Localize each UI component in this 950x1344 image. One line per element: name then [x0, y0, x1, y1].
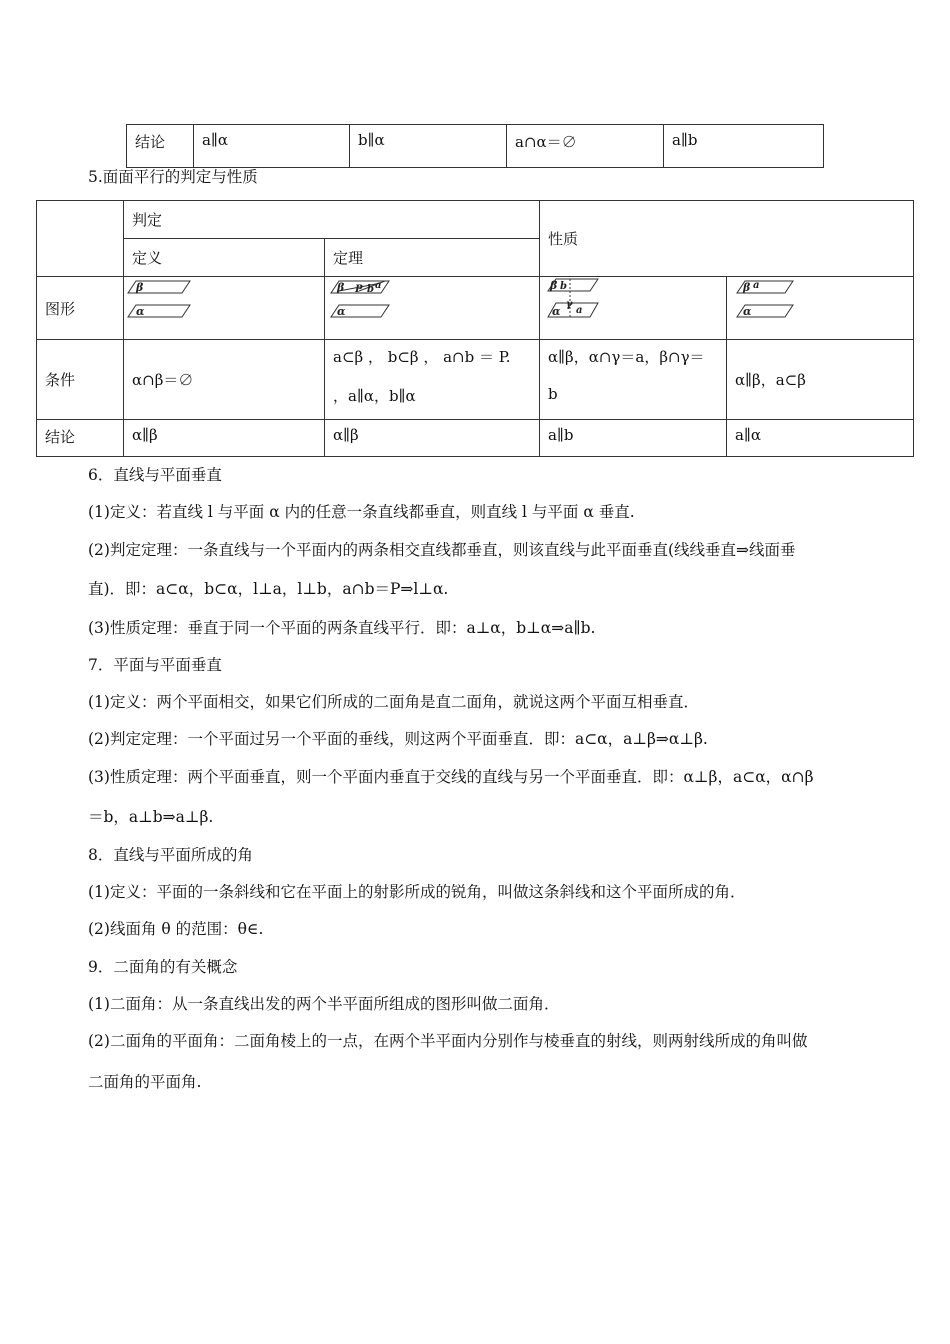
section6-title: 6．直线与平面垂直: [88, 466, 222, 484]
label-beta: β: [743, 281, 751, 294]
label-a: a: [753, 280, 760, 291]
figure-theorem: [325, 277, 540, 340]
figure-property2: [727, 277, 914, 340]
section6-theorem-line2: 直)．即：a⊂α，b⊂α，l⊥a，l⊥b，a∩b＝P⇒l⊥α.: [88, 580, 449, 598]
conclusion-theorem: α∥β: [325, 420, 540, 457]
header-property: 性质: [548, 230, 579, 248]
section6-definition: (1)定义：若直线 l 与平面 α 内的任意一条直线都垂直，则直线 l 与平面 α 垂直.: [88, 503, 635, 521]
section9-dihedral: (1)二面角：从一条直线出发的两个半平面所组成的图形叫做二面角．: [88, 995, 560, 1013]
label-alpha: α: [552, 305, 561, 318]
header-theorem: 定理: [325, 239, 540, 277]
condition-property1-line2: b: [548, 385, 558, 403]
label-beta: β: [550, 279, 558, 292]
section9-title: 9．二面角的有关概念: [88, 958, 238, 976]
label-b: b: [367, 284, 374, 295]
section9-plane-angle-line1: (2)二面角的平面角：二面角棱上的一点，在两个半平面内分别作与棱垂直的射线，则两射线所成的角叫做: [88, 1032, 808, 1050]
row-conclusion-label: 结论: [37, 420, 124, 457]
condition-theorem-line1: a⊂β ， b⊂β ， a∩b ＝ P.: [333, 348, 511, 366]
condition-property1: [540, 340, 727, 420]
conclusion-property2: a∥α: [727, 420, 914, 457]
label-a: a: [576, 305, 583, 316]
header-judge: 判定: [124, 201, 540, 239]
top-table-label: 结论: [127, 125, 194, 168]
conclusion-property1: a∥b: [540, 420, 727, 457]
section7-title: 7．平面与平面垂直: [88, 656, 222, 674]
label-b: b: [560, 281, 567, 292]
row-figure-label: 图形: [37, 277, 124, 340]
top-table-cell: b∥α: [350, 125, 507, 168]
section7-property-line1: (3)性质定理：两个平面垂直，则一个平面内垂直于交线的直线与另一个平面垂直．即：α⊥β，a⊂α，α∩β: [88, 768, 814, 786]
row-condition-label: 条件: [37, 340, 124, 420]
condition-theorem-line2: ，a∥α，b∥α: [333, 387, 416, 405]
label-alpha: α: [337, 305, 346, 318]
section6-property: (3)性质定理：垂直于同一个平面的两条直线平行．即：a⊥α，b⊥α⇒a∥b.: [88, 619, 596, 637]
label-a: a: [375, 280, 382, 291]
section7-property-line2: ＝b，a⊥b⇒a⊥β.: [88, 808, 214, 826]
label-alpha: α: [743, 305, 752, 318]
plane-parallel-table: [36, 200, 914, 457]
section7-definition: (1)定义：两个平面相交，如果它们所成的二面角是直二面角，就说这两个平面互相垂直．: [88, 693, 699, 711]
condition-property1-line1: α∥β，α∩γ＝a，β∩γ＝: [548, 348, 705, 366]
conclusion-definition: α∥β: [124, 420, 325, 457]
section8-title: 8．直线与平面所成的角: [88, 846, 253, 864]
top-table-cell: a∥α: [194, 125, 350, 168]
corner-cell: [37, 201, 124, 277]
section8-range: (2)线面角 θ 的范围：θ∈.: [88, 920, 264, 938]
figure-property1: [540, 277, 727, 340]
condition-definition: α∩β＝∅: [124, 340, 325, 420]
figure-definition: [124, 277, 325, 340]
section9-plane-angle-line2: 二面角的平面角.: [88, 1073, 202, 1091]
condition-theorem: [325, 340, 540, 420]
header-property-cell: [540, 201, 914, 277]
top-table-cell: a∥b: [664, 125, 824, 168]
label-beta: β: [136, 281, 144, 294]
label-alpha: α: [136, 305, 145, 318]
label-p: P: [355, 284, 363, 295]
label-gamma: γ: [566, 299, 573, 310]
section6-theorem-line1: (2)判定定理：一条直线与一个平面内的两条相交直线都垂直，则该直线与此平面垂直(线线垂直⇒线面垂: [88, 541, 796, 559]
header-definition: 定义: [124, 239, 325, 277]
section5-title: 5.面面平行的判定与性质: [88, 168, 258, 186]
top-table: [126, 124, 824, 168]
section8-definition: (1)定义：平面的一条斜线和它在平面上的射影所成的锐角，叫做这条斜线和这个平面所成的角．: [88, 883, 746, 901]
label-beta: β: [337, 281, 345, 294]
top-table-cell: a∩α＝∅: [507, 125, 664, 168]
section7-theorem: (2)判定定理：一个平面过另一个平面的垂线，则这两个平面垂直．即：a⊂α，a⊥β⇒α⊥β.: [88, 730, 708, 748]
condition-property2: α∥β，a⊂β: [727, 340, 914, 420]
